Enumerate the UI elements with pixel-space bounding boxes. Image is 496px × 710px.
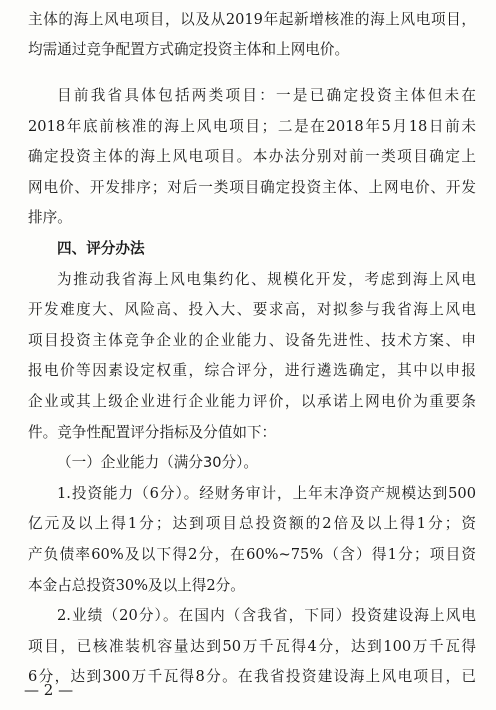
- text-line: 排序。: [28, 209, 72, 226]
- text-line: 主体的海上风电项目，以及从2019年起新增核准的海上风电项目，: [28, 11, 476, 28]
- text-line: 确定投资主体的海上风电项目。本办法分别对前一类项目确定上: [28, 148, 476, 165]
- text-line: 6分，达到300万千瓦得8分。在我省投资建设海上风电项目，已: [28, 668, 476, 685]
- text-line: 项目投资主体竞争企业的企业能力、设备先进性、技术方案、申: [28, 332, 476, 349]
- text-line: 企业或其上级企业进行企业能力评价，以承诺上网电价为重要条: [28, 393, 476, 410]
- section-heading: 四、评分办法: [57, 240, 145, 257]
- text-line: 本金占总投资30%及以上得2分。: [28, 577, 245, 594]
- text-line: 亿元及以上得1分；达到项目总投资额的2倍及以上得1分；资: [28, 515, 476, 532]
- text-line: 1.投资能力（6分）。经财务审计，上年末净资产规模达到500: [57, 485, 476, 502]
- text-line: 均需通过竞争配置方式确定投资主体和上网电价。: [28, 41, 350, 58]
- text-line: 网电价、开发排序；对后一类项目确定投资主体、上网电价、开发: [28, 179, 476, 196]
- text-line: 目前我省具体包括两类项目：一是已确定投资主体但未在: [57, 87, 476, 104]
- subsection-heading: （一）企业能力（满分30分）。: [57, 454, 258, 471]
- text-line: 产负债率60%及以下得2分，在60%~75%（含）得1分；项目资: [28, 546, 476, 563]
- text-line: 项目，已核准装机容量达到50万千瓦得4分，达到100万千瓦得: [28, 638, 476, 655]
- text-line: 为推动我省海上风电集约化、规模化开发，考虑到海上风电: [57, 271, 476, 288]
- text-line: 件。竞争性配置评分指标及分值如下：: [28, 424, 277, 441]
- page-number: — 2 —: [24, 681, 74, 699]
- text-line: 2.业绩（20分）。在国内（含我省，下同）投资建设海上风电: [57, 607, 476, 624]
- text-line: 2018年底前核准的海上风电项目；二是在2018年5月18日前未: [28, 118, 476, 135]
- text-line: 报电价等因素设定权重，综合评分，进行遴选确定，其中以申报: [28, 362, 476, 379]
- text-line: 开发难度大、风险高、投入大、要求高，对拟参与我省海上风电: [28, 301, 476, 318]
